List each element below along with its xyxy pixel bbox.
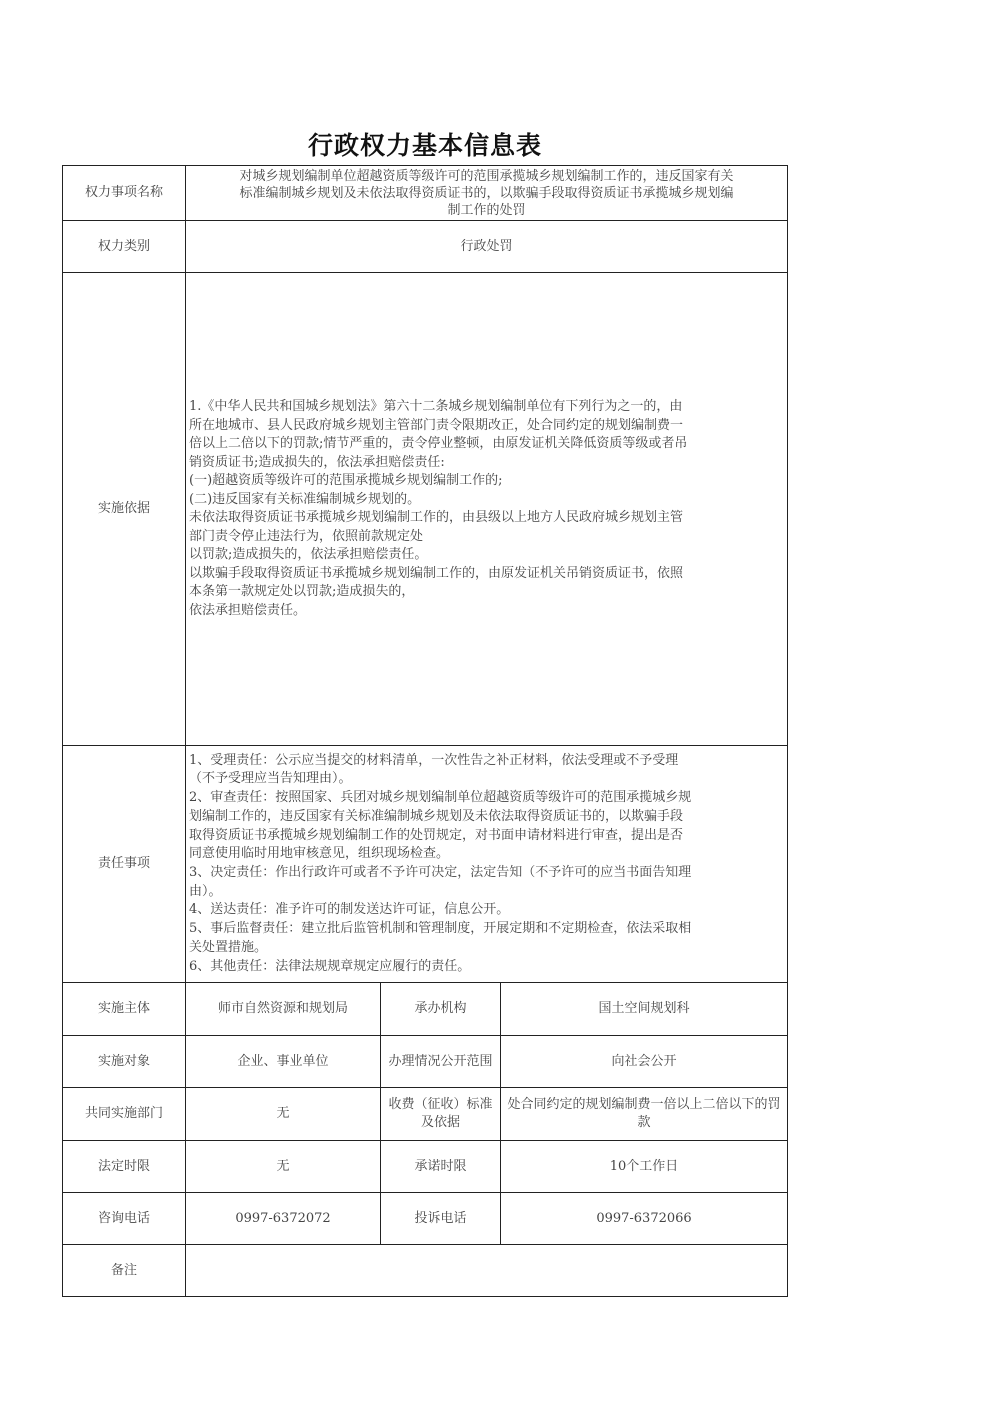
page-title: 行政权力基本信息表 xyxy=(307,131,542,160)
text-line: 部门责令停止违法行为，依照前款规定处 xyxy=(189,528,424,544)
label-scope: 办理情况公开范围 xyxy=(381,1036,501,1088)
text-line: 以罚款;造成损失的，依法承担赔偿责任。 xyxy=(189,547,428,562)
row-name xyxy=(63,166,788,221)
text-line: 所在地城市、县人民政府城乡规划主管部门责令限期改正，处合同约定的规划编制费一 xyxy=(189,417,684,433)
row-limit xyxy=(63,1141,788,1193)
label-limit: 法定时限 xyxy=(63,1141,186,1193)
label-remark: 备注 xyxy=(63,1245,186,1297)
text-line: 标准编制城乡规划及未依法取得资质证书的，以欺骗手段取得资质证书承揽城乡规划编 xyxy=(239,185,734,201)
text-line: (二)违反国家有关标准编制城乡规划的。 xyxy=(189,491,421,507)
row-category xyxy=(63,221,788,273)
text-line: 未依法取得资质证书承揽城乡规划编制工作的，由县级以上地方人民政府城乡规划主管 xyxy=(189,510,684,525)
value-name xyxy=(186,166,788,221)
text-line: 划编制工作的，违反国家有关标准编制城乡规划及未依法取得资质证书的，以欺骗手段 xyxy=(189,808,684,824)
row-duty xyxy=(63,746,788,983)
text-line: （不予受理应当告知理由）。 xyxy=(189,771,352,787)
value-limit: 无 xyxy=(186,1141,381,1193)
label-dept: 共同实施部门 xyxy=(63,1088,186,1141)
text-line: 以欺骗手段取得资质证书承揽城乡规划编制工作的，由原发证机关吊销资质证书，依照 xyxy=(189,565,684,581)
value-remark xyxy=(186,1245,788,1297)
row-subject xyxy=(63,983,788,1036)
text-line: 1.《中华人民共和国城乡规划法》第六十二条城乡规划编制单位有下列行为之一的，由 xyxy=(189,399,683,414)
value-dept: 无 xyxy=(186,1088,381,1141)
text-line: 制工作的处罚 xyxy=(447,202,526,218)
text-line: 本条第一款规定处以罚款;造成损失的， xyxy=(189,584,415,599)
label-duty: 责任事项 xyxy=(63,746,186,983)
value-subject: 师市自然资源和规划局 xyxy=(186,983,381,1036)
label-basis: 实施依据 xyxy=(63,273,186,746)
row-phone xyxy=(63,1193,788,1245)
value-basis xyxy=(186,273,788,746)
text-line: 对城乡规划编制单位超越资质等级许可的范围承揽城乡规划编制工作的，违反国家有关 xyxy=(239,168,734,184)
value-complaint: 0997-6372066 xyxy=(501,1193,788,1245)
text-line: (一)超越资质等级许可的范围承揽城乡规划编制工作的; xyxy=(189,473,503,488)
label-name: 权力事项名称 xyxy=(63,166,186,221)
text-line: 由）。 xyxy=(189,883,222,899)
value-category: 行政处罚 xyxy=(186,221,788,273)
value-target: 企业、事业单位 xyxy=(186,1036,381,1088)
text-line: 倍以上二倍以下的罚款;情节严重的，责令停业整顿，由原发证机关降低资质等级或者吊 xyxy=(189,436,688,451)
text-line: 同意使用临时用地审核意见，组织现场检查。 xyxy=(189,846,450,862)
label-phone: 咨询电话 xyxy=(63,1193,186,1245)
text-line: 1、受理责任：公示应当提交的材料清单，一次性告之补正材料，依法受理或不予受理 xyxy=(189,752,679,768)
text-line: 3、决定责任：作出行政许可或者不予许可决定，法定告知（不予许可的应当书面告知理 xyxy=(189,865,692,880)
label-fee: 收费（征收）标准及依据 xyxy=(381,1088,501,1141)
row-basis xyxy=(63,273,788,746)
value-promise: 10个工作日 xyxy=(501,1141,788,1193)
text-line: 5、事后监督责任：建立批后监管机制和管理制度，开展定期和不定期检查，依法采取相 xyxy=(189,921,692,937)
text-line: 2、审查责任：按照国家、兵团对城乡规划编制单位超越资质等级许可的范围承揽城乡规 xyxy=(189,790,692,806)
value-agency: 国土空间规划科 xyxy=(501,983,788,1036)
row-remark xyxy=(63,1245,788,1297)
text-line: 4、送达责任：准予许可的制发送达许可证，信息公开。 xyxy=(189,902,510,918)
label-promise: 承诺时限 xyxy=(381,1141,501,1193)
row-dept xyxy=(63,1088,788,1141)
label-subject: 实施主体 xyxy=(63,983,186,1036)
value-duty xyxy=(186,746,788,983)
text-line: 6、其他责任：法律法规规章规定应履行的责任。 xyxy=(189,958,471,974)
value-fee: 处合同约定的规划编制费一倍以上二倍以下的罚款 xyxy=(501,1088,788,1141)
row-target xyxy=(63,1036,788,1088)
text-line: 关处置措施。 xyxy=(189,939,268,955)
text-line: 依法承担赔偿责任。 xyxy=(189,602,307,618)
label-complaint: 投诉电话 xyxy=(381,1193,501,1245)
label-agency: 承办机构 xyxy=(381,983,501,1036)
text-line: 销资质证书;造成损失的，依法承担赔偿责任: xyxy=(189,454,445,470)
label-category: 权力类别 xyxy=(63,221,186,273)
info-table xyxy=(62,165,788,1297)
value-phone: 0997-6372072 xyxy=(186,1193,381,1245)
value-scope: 向社会公开 xyxy=(501,1036,788,1088)
label-target: 实施对象 xyxy=(63,1036,186,1088)
text-line: 取得资质证书承揽城乡规划编制工作的处罚规定，对书面申请材料进行审查，提出是否 xyxy=(189,827,684,843)
